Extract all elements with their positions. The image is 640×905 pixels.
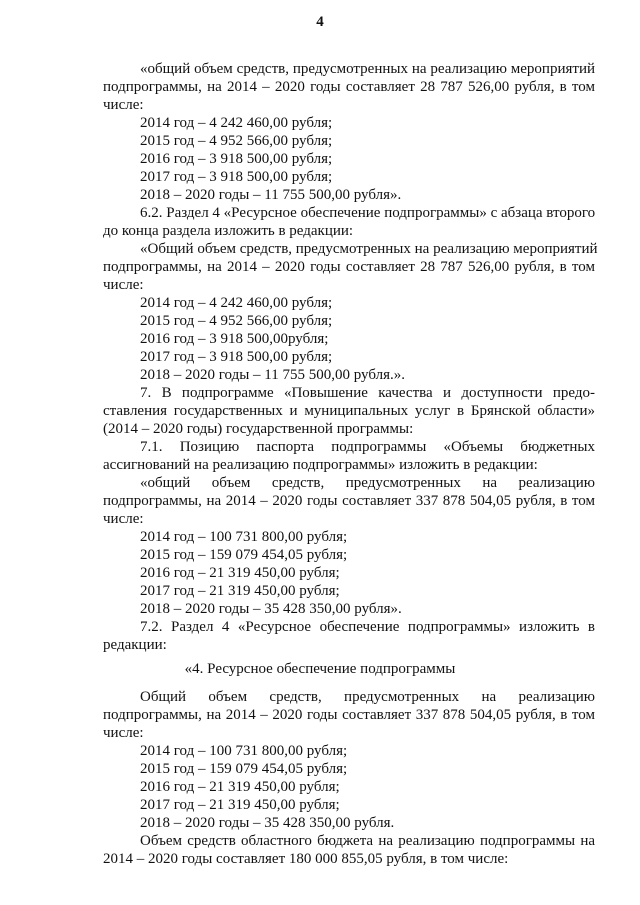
text-line: подпрограммы, на 2014 – 2020 годы составляет 337 878 504,05 рубля, в том <box>103 707 595 723</box>
text-line: 2017 год – 3 918 500,00 рубля; <box>140 349 333 365</box>
text-line: 2015 год – 159 079 454,05 рубля; <box>140 547 348 563</box>
text-line: 2017 год – 21 319 450,00 рубля; <box>140 583 340 599</box>
text-line: подпрограммы, на 2014 – 2020 годы составляет 28 787 526,00 рубля, в том <box>103 79 595 95</box>
text-line: 2014 – 2020 годы составляет 180 000 855,05 рубля, в том числе: <box>103 851 509 867</box>
text-line: ставления государственных и муниципальных услуг в Брянской области» <box>103 403 595 419</box>
text-line: 2016 год – 3 918 500,00рубля; <box>140 331 329 347</box>
text-line: числе: <box>103 725 144 741</box>
text-line: редакции: <box>103 637 167 653</box>
text-line: подпрограммы, на 2014 – 2020 годы составляет 337 878 504,05 рубля, в том <box>103 493 595 509</box>
text-line: 2015 год – 4 952 566,00 рубля; <box>140 313 333 329</box>
text-line: «общий объем средств, предусмотренных на реализацию мероприятий <box>140 61 595 77</box>
text-line: 7. В подпрограмме «Повышение качества и доступности предо- <box>140 385 595 401</box>
text-line: 2016 год – 3 918 500,00 рубля; <box>140 151 333 167</box>
text-line: до конца раздела изложить в редакции: <box>103 223 354 239</box>
page-number: 4 <box>316 14 324 30</box>
text-line: 2014 год – 100 731 800,00 рубля; <box>140 743 348 759</box>
text-line: подпрограммы, на 2014 – 2020 годы составляет 28 787 526,00 рубля, в том <box>103 259 595 275</box>
text-line: 7.1. Позицию паспорта подпрограммы «Объемы бюджетных <box>140 439 595 455</box>
text-line: 7.2. Раздел 4 «Ресурсное обеспечение подпрограммы» изложить в <box>140 619 595 635</box>
text-line: (2014 – 2020 годы) государственной программы: <box>103 421 414 437</box>
text-line: 2014 год – 4 242 460,00 рубля; <box>140 295 333 311</box>
text-line: Объем средств областного бюджета на реализацию подпрограммы на <box>140 833 595 849</box>
text-line: 2018 – 2020 годы – 35 428 350,00 рубля. <box>140 815 395 831</box>
text-line: 2017 год – 21 319 450,00 рубля; <box>140 797 340 813</box>
text-line: «общий объем средств, предусмотренных на реализацию <box>140 475 595 491</box>
section-heading: «4. Ресурсное обеспечение подпрограммы <box>184 661 456 677</box>
text-line: 2018 – 2020 годы – 11 755 500,00 рубля». <box>140 187 402 203</box>
text-line: 2015 год – 159 079 454,05 рубля; <box>140 761 348 777</box>
text-line: 2014 год – 100 731 800,00 рубля; <box>140 529 348 545</box>
text-line: 2016 год – 21 319 450,00 рубля; <box>140 565 340 581</box>
text-line: ассигнований на реализацию подпрограммы» изложить в редакции: <box>103 457 538 473</box>
text-line: Общий объем средств, предусмотренных на реализацию <box>140 689 595 705</box>
text-line: 2017 год – 3 918 500,00 рубля; <box>140 169 333 185</box>
text-line: 2014 год – 4 242 460,00 рубля; <box>140 115 333 131</box>
text-line: 6.2. Раздел 4 «Ресурсное обеспечение подпрограммы» с абзаца второго <box>140 205 596 221</box>
text-line: числе: <box>103 97 144 113</box>
text-line: 2018 – 2020 годы – 35 428 350,00 рубля». <box>140 601 402 617</box>
text-line: числе: <box>103 277 144 293</box>
text-line: 2015 год – 4 952 566,00 рубля; <box>140 133 333 149</box>
text-line: 2016 год – 21 319 450,00 рубля; <box>140 779 340 795</box>
text-line: «Общий объем средств, предусмотренных на реализацию мероприятий <box>140 241 598 257</box>
text-line: числе: <box>103 511 144 527</box>
text-line: 2018 – 2020 годы – 11 755 500,00 рубля.». <box>140 367 405 383</box>
